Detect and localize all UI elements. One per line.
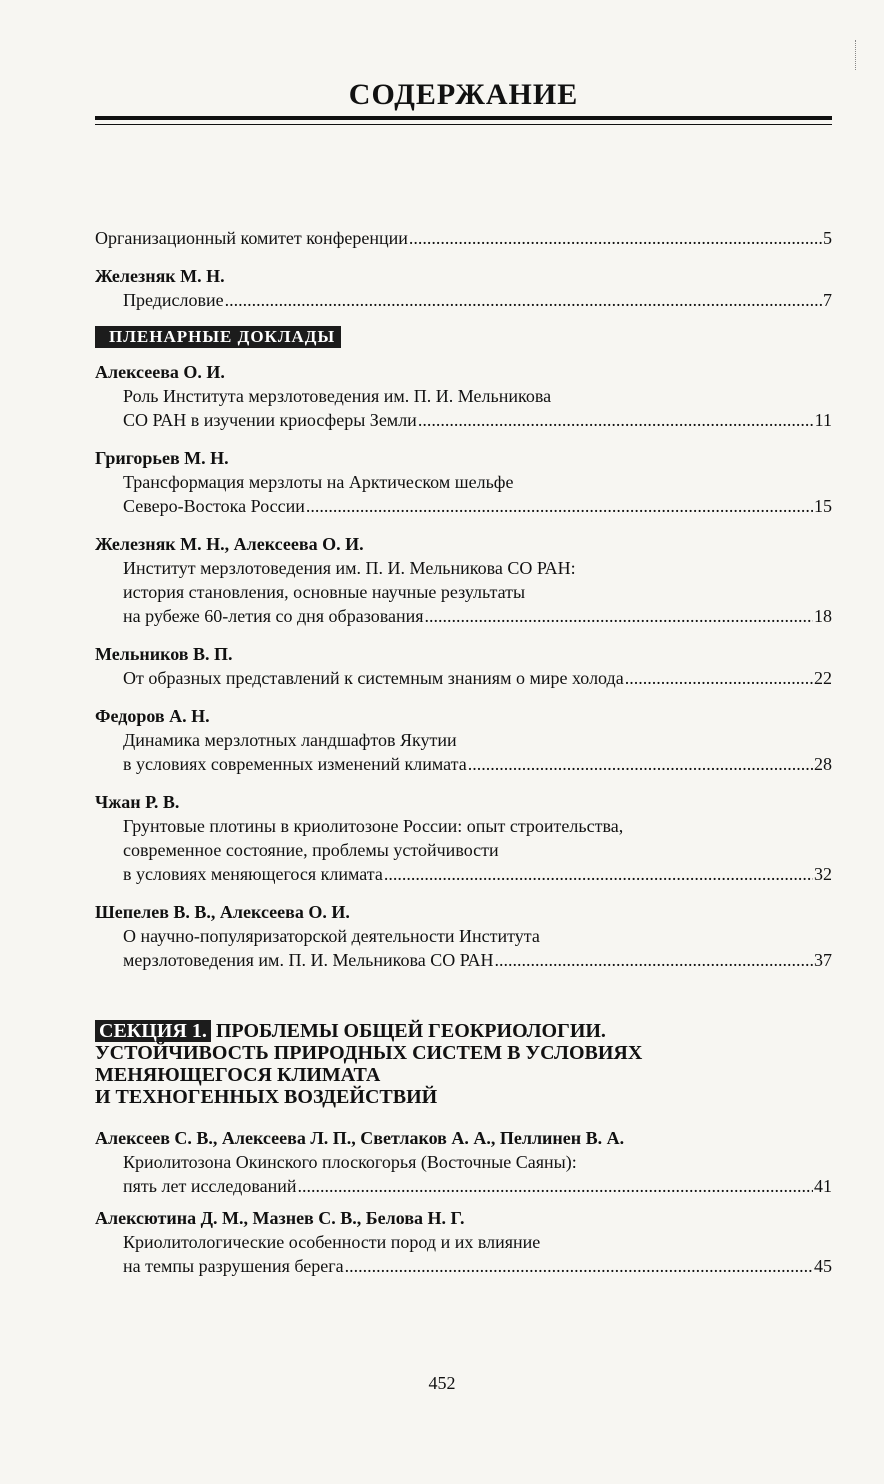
toc-line	[95, 226, 832, 250]
toc-entry	[95, 1126, 832, 1198]
dot-leader	[384, 862, 813, 886]
dot-leader	[425, 604, 814, 628]
section-title-line: УСТОЙЧИВОСТЬ ПРИРОДНЫХ СИСТЕМ В УСЛОВИЯХ	[95, 1042, 643, 1064]
toc-page-number: 11	[814, 410, 832, 430]
toc-title-line: Криолитологические особенности пород и их влияние	[123, 1232, 541, 1252]
toc-title-line: Предисловие	[123, 290, 224, 310]
toc-title-line: современное состояние, проблемы устойчивости	[123, 840, 499, 860]
toc-author: Алексеев С. В., Алексеева Л. П., Светлаков А. А., Пеллинен В. А.	[95, 1128, 625, 1148]
toc-author: Григорьев М. Н.	[95, 448, 229, 468]
page-number: 452	[428, 1373, 456, 1393]
toc-title-line: на рубеже 60-летия со дня образования	[123, 606, 424, 626]
toc-line	[95, 862, 832, 886]
toc-line	[95, 408, 832, 432]
margin-mark	[855, 40, 858, 70]
toc-line	[95, 1254, 832, 1278]
toc-entry	[95, 642, 832, 690]
toc-page-number: 37	[814, 950, 832, 970]
section-heading	[95, 1020, 832, 1108]
toc-title-line: в условиях меняющегося климата	[123, 864, 383, 884]
table-of-contents	[95, 226, 832, 1286]
toc-line	[95, 604, 832, 628]
toc-author: Алексютина Д. М., Мазнев С. В., Белова Н. Г.	[95, 1208, 465, 1228]
page-title: СОДЕРЖАНИЕ	[348, 78, 579, 111]
toc-entry	[95, 704, 832, 776]
toc-line	[95, 666, 832, 690]
toc-entry	[95, 900, 832, 972]
toc-entry	[95, 446, 832, 518]
toc-title-line: Роль Института мерзлотоведения им. П. И. Мельникова	[123, 386, 552, 406]
toc-page-number: 41	[814, 1176, 832, 1196]
dot-leader	[297, 1174, 813, 1198]
section-title-line: И ТЕХНОГЕННЫХ ВОЗДЕЙСТВИЙ	[95, 1086, 438, 1108]
dot-leader	[409, 226, 822, 250]
dot-leader	[468, 752, 813, 776]
toc-title-line: Грунтовые плотины в криолитозоне России: опыт строительства,	[123, 816, 624, 836]
toc-page-number: 7	[823, 290, 832, 310]
toc-author: Федоров А. Н.	[95, 706, 210, 726]
toc-line	[95, 288, 832, 312]
dot-leader	[225, 288, 822, 312]
toc-entry	[95, 226, 832, 250]
dot-leader	[345, 1254, 813, 1278]
toc-title-line: в условиях современных изменений климата	[123, 754, 467, 774]
section-title-line: МЕНЯЮЩЕГОСЯ КЛИМАТА	[95, 1064, 381, 1086]
toc-line	[95, 948, 832, 972]
toc-entry	[95, 360, 832, 432]
toc-title-line: Трансформация мерзлоты на Арктическом шельфе	[123, 472, 514, 492]
toc-title-line: О научно-популяризаторской деятельности Института	[123, 926, 540, 946]
toc-author: Железняк М. Н.	[95, 266, 225, 286]
toc-page-number: 28	[814, 754, 832, 774]
dot-leader	[625, 666, 813, 690]
dot-leader	[306, 494, 813, 518]
title-rule-thick	[95, 116, 832, 120]
toc-title-line: СО РАН в изучении криосферы Земли	[123, 410, 417, 430]
toc-page-number: 32	[814, 864, 832, 884]
toc-title-line: Организационный комитет конференции	[95, 228, 408, 248]
dot-leader	[494, 948, 813, 972]
section-label: СЕКЦИЯ 1.	[95, 1020, 211, 1042]
toc-title-line: пять лет исследований	[123, 1176, 297, 1196]
toc-page-number: 5	[823, 228, 832, 248]
toc-author: Мельников В. П.	[95, 644, 233, 664]
toc-title-line: Криолитозона Окинского плоскогорья (Восточные Саяны):	[123, 1152, 577, 1172]
toc-title-line: мерзлотоведения им. П. И. Мельникова СО РАН	[123, 950, 494, 970]
toc-line	[95, 1174, 832, 1198]
toc-line	[95, 494, 832, 518]
toc-author: Чжан Р. В.	[95, 792, 180, 812]
toc-author: Шепелев В. В., Алексеева О. И.	[95, 902, 350, 922]
toc-title-line: Динамика мерзлотных ландшафтов Якутии	[123, 730, 457, 750]
toc-author: Алексеева О. И.	[95, 362, 225, 382]
toc-author: Железняк М. Н., Алексеева О. И.	[95, 534, 364, 554]
toc-page-number: 18	[814, 606, 832, 626]
toc-entry	[95, 264, 832, 312]
dot-leader	[418, 408, 814, 432]
toc-page-number: 45	[814, 1256, 832, 1276]
toc-title-line: история становления, основные научные результаты	[123, 582, 526, 602]
toc-title-line: Институт мерзлотоведения им. П. И. Мельникова СО РАН:	[123, 558, 576, 578]
toc-entry	[95, 790, 832, 886]
toc-title-line: Северо-Востока России	[123, 496, 305, 516]
toc-page-number: 15	[814, 496, 832, 516]
toc-entry	[95, 532, 832, 628]
toc-line	[95, 752, 832, 776]
toc-page-number: 22	[814, 668, 832, 688]
toc-entry	[95, 1206, 832, 1278]
toc-title-line: на темпы разрушения берега	[123, 1256, 344, 1276]
section-heading-line	[95, 1020, 832, 1042]
title-rule-thin	[95, 124, 832, 125]
section-title-line: ПРОБЛЕМЫ ОБЩЕЙ ГЕОКРИОЛОГИИ.	[215, 1020, 606, 1042]
plenary-section-label: ПЛЕНАРНЫЕ ДОКЛАДЫ	[95, 326, 341, 348]
toc-title-line: От образных представлений к системным знаниям о мире холода	[123, 668, 624, 688]
